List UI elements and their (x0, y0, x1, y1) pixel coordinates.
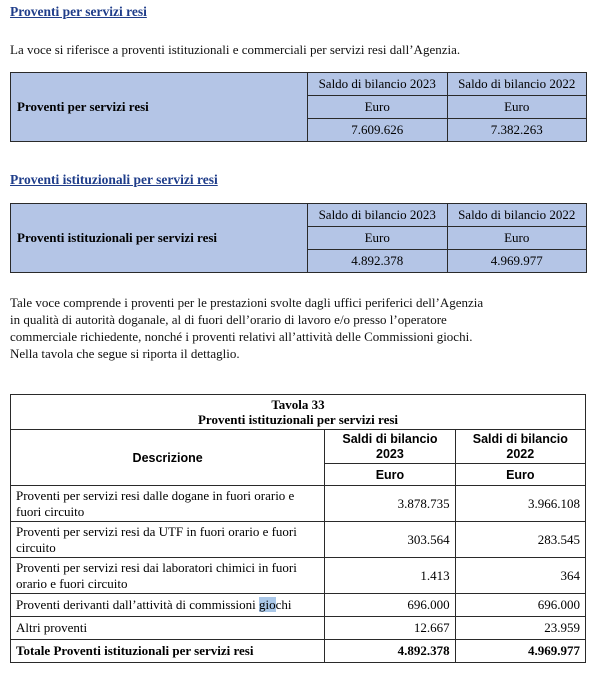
unit-2023: Euro (308, 96, 448, 119)
row-value-2022: 283.545 (455, 522, 585, 558)
summary-table-proventi-istituzionali (10, 203, 587, 273)
row-value-2023: 12.667 (325, 617, 455, 640)
column-header-descrizione: Descrizione (11, 430, 325, 486)
unit-2023: Euro (325, 464, 455, 486)
col-header-2022: Saldo di bilancio 2022 (447, 73, 587, 96)
summary-table-proventi-servizi-resi (10, 72, 587, 142)
section-heading-proventi-istituzionali: Proventi istituzionali per servizi resi (10, 172, 218, 187)
detail-table-tavola-33 (10, 394, 586, 663)
col-header-2022: Saldo di bilancio 2022 (447, 204, 587, 227)
total-value-2022: 4.969.977 (455, 640, 585, 663)
table-row (11, 486, 586, 522)
value-2022: 7.382.263 (447, 119, 587, 142)
row-description-text: chi (275, 597, 292, 612)
summary-table-label: Proventi per servizi resi (11, 73, 308, 142)
row-description: Proventi per servizi resi dai laboratori chimici in fuori orario e fuori circuito (11, 558, 325, 594)
row-value-2022: 3.966.108 (455, 486, 585, 522)
table-total-row (11, 640, 586, 663)
col-header-2023: Saldo di bilancio 2023 (308, 204, 448, 227)
row-value-2022: 696.000 (455, 594, 585, 617)
unit-2022: Euro (455, 464, 585, 486)
table-row (11, 522, 586, 558)
value-2023: 7.609.626 (308, 119, 448, 142)
section-heading-proventi-servizi-resi: Proventi per servizi resi (10, 4, 147, 19)
summary-table-label: Proventi istituzionali per servizi resi (11, 204, 308, 273)
row-value-2022: 23.959 (455, 617, 585, 640)
row-description: Proventi per servizi resi dalle dogane in fuori orario e fuori circuito (11, 486, 325, 522)
row-description: Proventi per servizi resi da UTF in fuori orario e fuori circuito (11, 522, 325, 558)
unit-2023: Euro (308, 227, 448, 250)
value-2022: 4.969.977 (447, 250, 587, 273)
col-header-2023: Saldo di bilancio 2023 (308, 73, 448, 96)
row-value-2023: 1.413 (325, 558, 455, 594)
row-value-2023: 303.564 (325, 522, 455, 558)
row-value-2023: 3.878.735 (325, 486, 455, 522)
paragraph-line: in qualità di autorità doganale, al di fuori dell’orario di lavoro e/o presso l’operatore (10, 312, 447, 327)
total-description: Totale Proventi istituzionali per servizi resi (11, 640, 325, 663)
unit-2022: Euro (447, 96, 587, 119)
paragraph-line: commerciale richiedente, nonché i proventi relativi all’attività delle Commissioni giochi. (10, 329, 473, 344)
paragraph-line: Tale voce comprende i proventi per le prestazioni svolte dagli uffici periferici dell’Agenzia (10, 295, 484, 310)
text-selection-highlight: gio (259, 597, 276, 612)
section-description-paragraph (10, 294, 483, 362)
row-value-2022: 364 (455, 558, 585, 594)
paragraph-line: Nella tavola che segue si riporta il dettaglio. (10, 346, 240, 361)
unit-2022: Euro (447, 227, 587, 250)
table-number: Tavola 33 (271, 397, 325, 412)
row-description (11, 594, 325, 617)
column-header-2023: Saldi di bilancio 2023 (325, 430, 455, 464)
total-value-2023: 4.892.378 (325, 640, 455, 663)
section-intro-text: La voce si riferisce a proventi istituzionali e commerciali per servizi resi dall’Agenzia. (10, 42, 461, 57)
table-caption (11, 395, 586, 430)
table-row (11, 558, 586, 594)
row-description: Altri proventi (11, 617, 325, 640)
row-description-text: Proventi derivanti dall’attività di commissioni (16, 597, 259, 612)
value-2023: 4.892.378 (308, 250, 448, 273)
column-header-2022: Saldi di bilancio 2022 (455, 430, 585, 464)
table-row (11, 594, 586, 617)
table-row (11, 617, 586, 640)
row-value-2023: 696.000 (325, 594, 455, 617)
table-title: Proventi istituzionali per servizi resi (197, 412, 399, 427)
